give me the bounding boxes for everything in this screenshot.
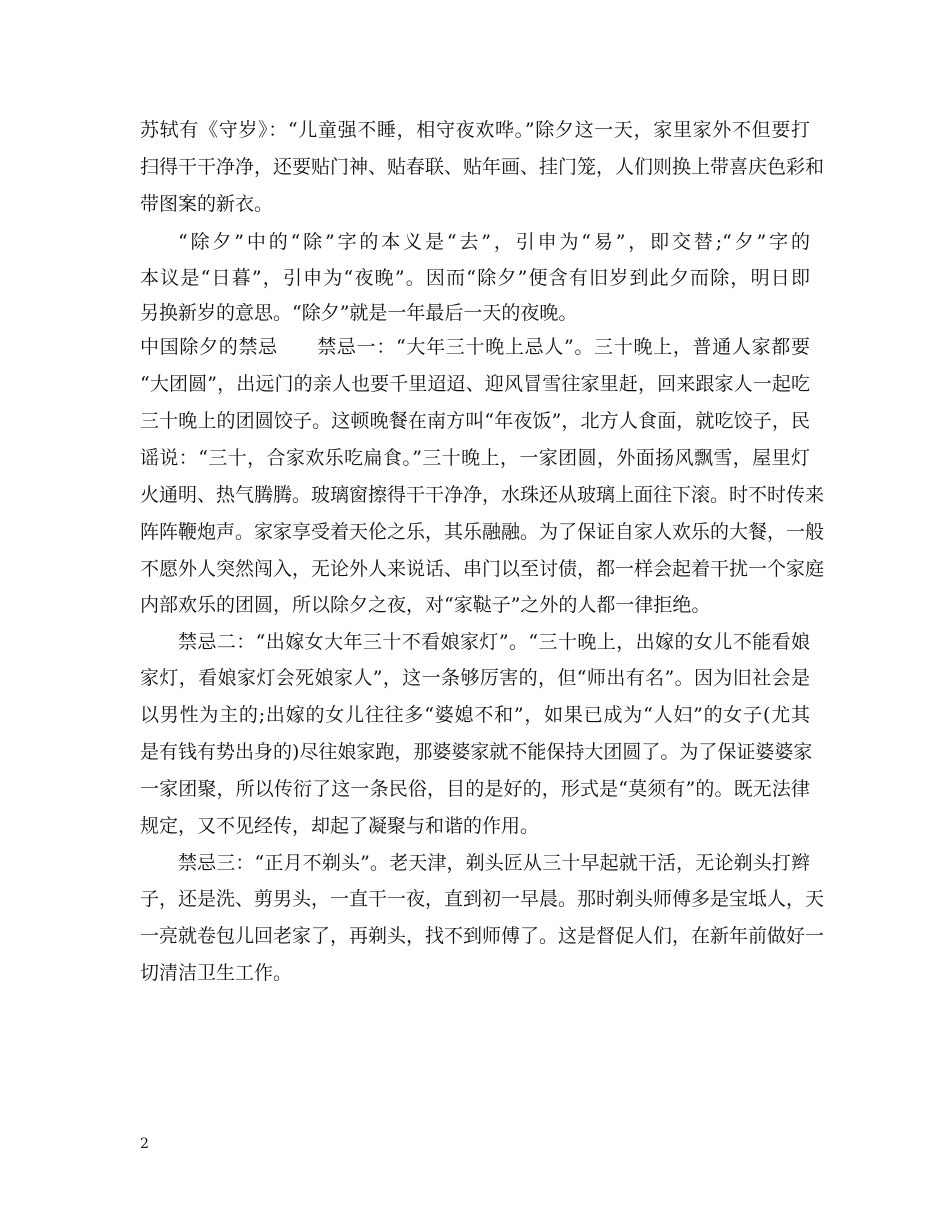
text-line: 一亮就卷包儿回老家了，再剃头，找不到师傅了。这是督促人们，在新年前做好一: [140, 925, 825, 947]
text-line: 另换新岁的意思。“除夕”就是一年最后一天的夜晚。: [140, 302, 578, 324]
text-line: 带图案的新衣。: [140, 193, 274, 215]
text-line: 切清洁卫生工作。: [140, 962, 293, 984]
page-number: 2: [140, 1136, 149, 1152]
text-line: 谣说：“三十，合家欢乐吃扁食。”三十晚上，一家团圆，外面扬风飘雪，屋里灯: [140, 447, 810, 469]
text-line: 阵阵鞭炮声。家家享受着天伦之乐，其乐融融。为了保证自家人欢乐的大餐，一般: [140, 521, 825, 543]
text-line: 扫得干干净净，还要贴门神、贴春联、贴年画、挂门笼，人们则换上带喜庆色彩和: [140, 156, 825, 178]
paragraph-first-line: “除夕”中的“除”字的本义是“去”，引申为“易”，即交替;“夕”字的: [178, 231, 810, 253]
text-line: 苏轼有《守岁》：“儿童强不睡，相守夜欢哗。”除夕这一天，家里家外不但要打: [140, 119, 810, 141]
paragraph-first-line: 禁忌二：“出嫁女大年三十不看娘家灯”。“三十晚上，出嫁的女儿不能看娘: [178, 631, 810, 653]
text-line: 火通明、热气腾腾。玻璃窗擦得干干净净，水珠还从玻璃上面往下滚。时不时传来: [140, 484, 825, 506]
text-line: 是有钱有势出身的)尽往娘家跑，那婆婆家就不能保持大团圆了。为了保证婆婆家: [140, 741, 813, 763]
text-line: 以男性为主的;出嫁的女儿往往多“婆媳不和”，如果已成为“人妇”的女子(尤其: [140, 704, 810, 726]
text-line: 不愿外人突然闯入，无论外人来说话、串门以至讨债，都一样会起着干扰一个家庭: [140, 558, 825, 580]
text-line: 一家团聚，所以传衍了这一条民俗，目的是好的，形式是“莫须有”的。既无法律: [140, 778, 810, 800]
text-line: “大团圆”，出远门的亲人也要千里迢迢、迎风冒雪往家里赶，回来跟家人一起吃: [140, 373, 810, 395]
section-heading-line: 中国除夕的禁忌 禁忌一：“大年三十晚上忌人”。三十晚上，普通人家都要: [140, 336, 810, 358]
text-line: 内部欢乐的团圆，所以除夕之夜，对“家鞑子”之外的人都一律拒绝。: [140, 594, 711, 616]
text-line: 三十晚上的团圆饺子。这顿晚餐在南方叫“年夜饭”，北方人食面，就吃饺子，民: [140, 410, 810, 432]
text-line: 家灯，看娘家灯会死娘家人”，这一条够厉害的，但“师出有名”。因为旧社会是: [140, 667, 810, 689]
text-line: 本议是“日暮”，引申为“夜晚”。因而“除夕”便含有旧岁到此夕而除，明日即: [140, 267, 810, 289]
paragraph-first-line: 禁忌三：“正月不剃头”。老天津，剃头匠从三十早起就干活，无论剃头打辫: [178, 852, 810, 874]
text-line: 规定，又不见经传，却起了凝聚与和谐的作用。: [140, 815, 540, 837]
text-line: 子，还是洗、剪男头，一直干一夜，直到初一早晨。那时剃头师傅多是宝坻人，天: [140, 888, 825, 910]
